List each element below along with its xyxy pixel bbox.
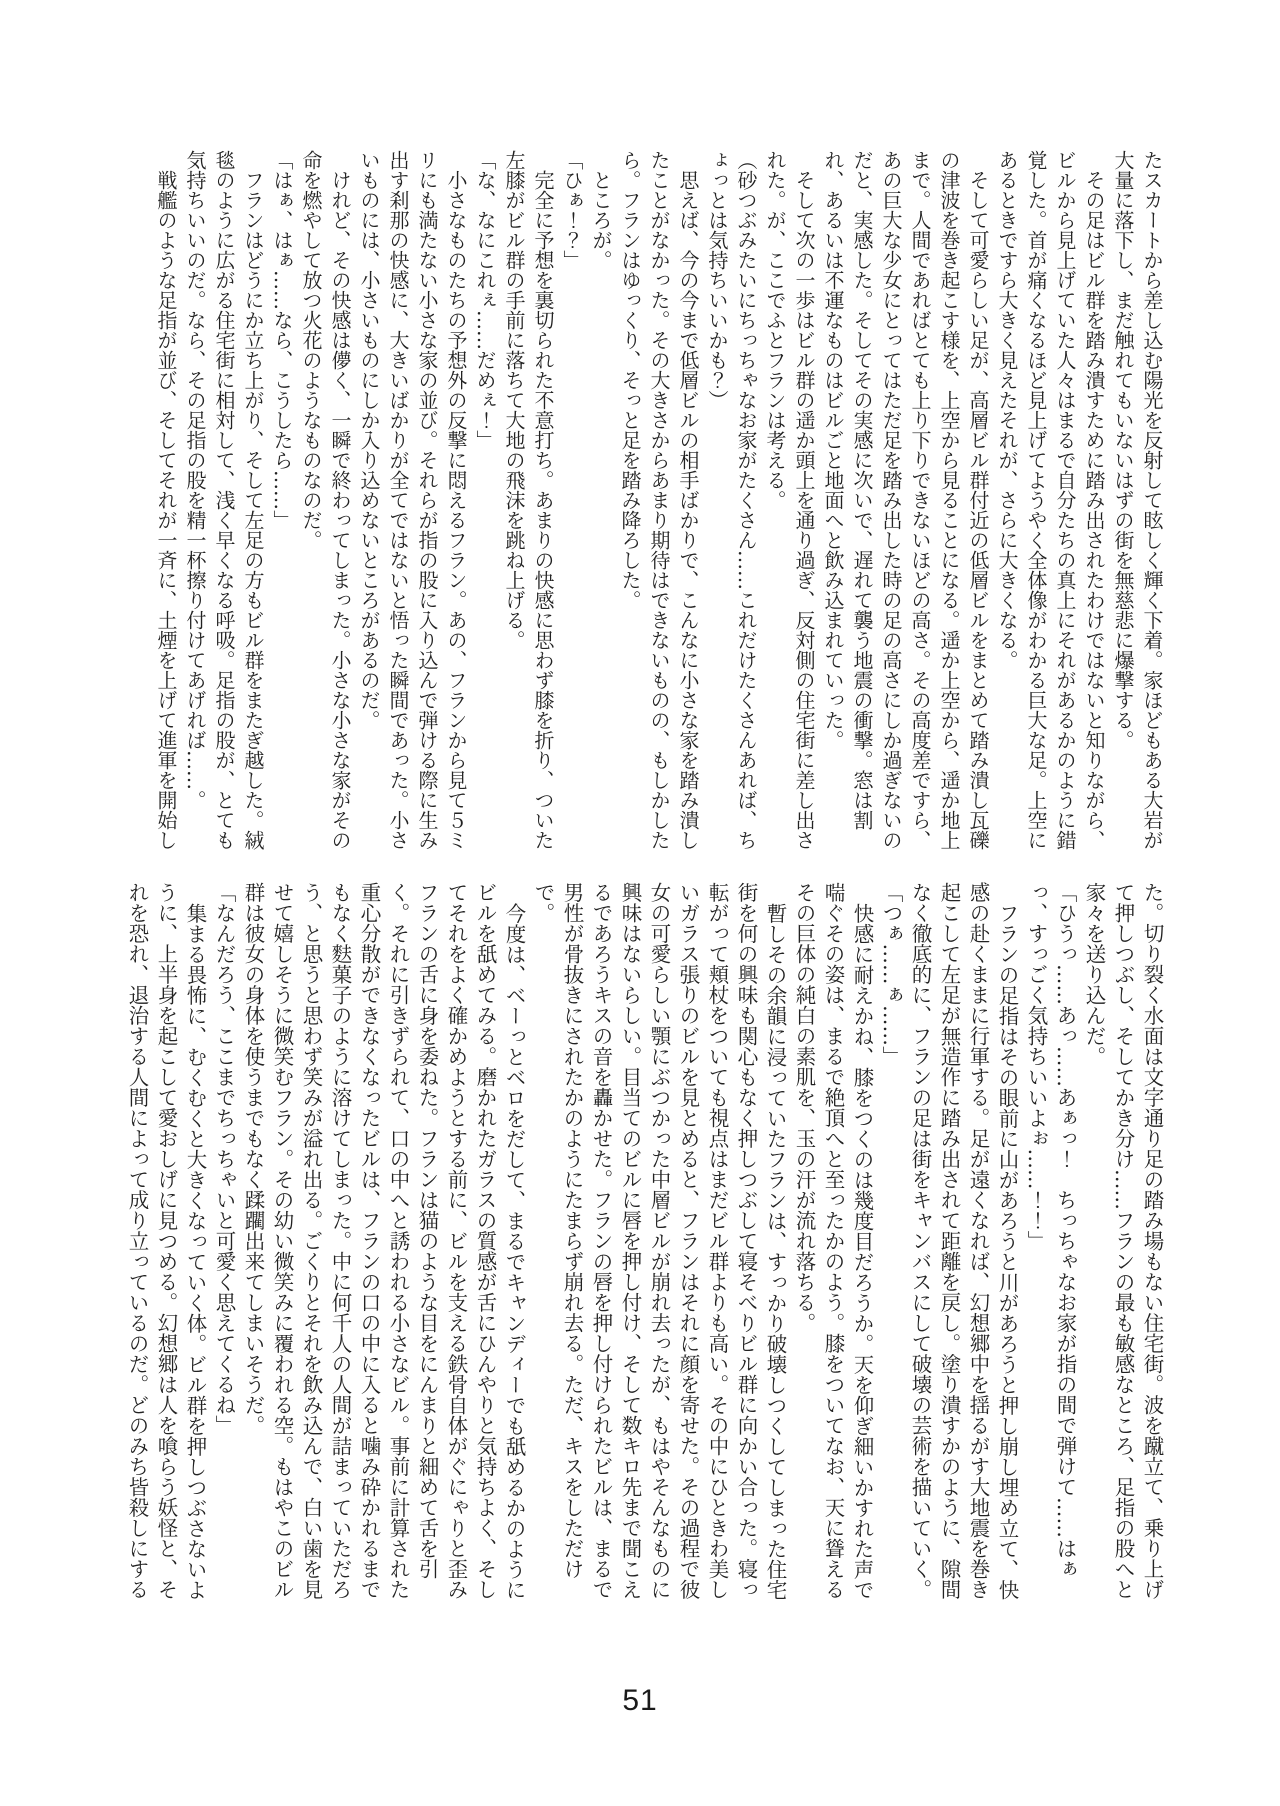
paragraph: そして可愛らしい足が、高層ビル群付近の低層ビルをまとめて踏み潰し瓦礫の津波を巻き起こす様を、上空から見ることになる。遥か上空から、遥か地上まで。人間であればとても上り下りできないほどの高さ。その高度差ですら、あの巨大な少女にとってはただ足を踏み出した時の足の高さにしか過ぎないのだと、実感した。そしてその実感に次いで、遅れて襲う地震の衝撃。窓は割れ、あるいは不運なものはビルごと地面へと飲み込まれていった。 [821,150,990,850]
paragraph: 快感に耐えかね、膝をつくのは幾度目だろうか。天を仰ぎ細いかすれた声で喘ぐその姿は、まるで絶頂へと至ったかのよう。膝をついてなお、天に聳えるその巨体の純白の素肌を、玉の汗が流れ落ちる。 [792,882,874,1600]
paragraph: その足はビル群を踏み潰すために踏み出されたわけではないと知りながら、ビルから見上げていた人々はまるで自分たちの真上にそれがあるかのように錯覚した。首が痛くなるほど見上げてようやく全体像がわかる巨大な足。上空にあるときですら大きく見えたそれが、さらに大きくなる。 [995,150,1106,850]
paragraph: 暫しその余韻に浸っていたフランは、すっかり破壊しつくしてしまった住宅街を何の興味も関心もなく押しつぶして寝そべりビル群に向かい合った。寝っ転がって頬杖をついても視点はまだビル群よりも高い。その中にひときわ美しいガラス張りのビルを見とめると、フランはそれに顔を寄せた。その過程で彼女の可愛らしい顎にぶつかった中層ビルが崩れ去ったが、もはやそんなものに興味はないらしい。目当てのビルに唇を押し付け、そして数キロ先まで聞こえるであろうキスの音を轟かせた。フランの唇を押し付けられたビルは、まるで男性が骨抜きにされたかのようにたまらず崩れ去る。ただ、キスをしただけで。 [531,882,787,1600]
paragraph: 「ひうっ……あっ……あぁっ！ ちっちゃなお家が指の間で弾けて……はぁっ、すっごく気持ちいいよぉ……！！」 [1024,882,1077,1579]
paragraph: 「ひぁ！？」 [560,150,584,270]
paragraph: 思えば、今の今まで低層ビルの相手ばかりで、こんなに小さな家を踏み潰したことがなかった。その大きさからあまり期待はできないものの、もしかしたら。フランはゆっくり、そっと足を踏み降ろした。 [618,150,700,850]
paragraph: 集まる畏怖に、むくむくと大きくなっていく体。ビル群を押しつぶさないように、上半身を起こして愛おしげに見つめる。幻想郷は人を喰らう妖怪と、それを恐れ、退治する人間によって成り立っているのだ。どのみち皆殺しにする [125,882,207,1600]
text-block-top [148,150,1166,862]
paragraph: 今度は、ベーっとベロをだして、まるでキャンディーでも舐めるかのようにビルを舐めてみる。磨かれたガラスの質感が舌にひんやりと気持ちよく、そしてそれをよく確かめようとする前に、ビルを支える鉄骨自体がぐにゃりと歪みフランの舌に身を委ねた。フランは猫のような目をにんまりと細めて舌を引く。それに引きずられて、口の中へと誘われる小さなビル。事前に計算された重心分散ができなくなったビルは、フランの口の中に入ると噛み砕かれるまでもなく麩菓子のように溶けてしまった。中に何千人の人間が詰まっていただろう、と思うと思わず笑みが溢れ出る。ごくりとそれを飲み込んで、白い歯を見せて嬉しそうに微笑むフラン。その幼い微笑みに覆われる空。もはやこのビル群は彼女の身体を使うまでもなく蹂躙出来てしまいそうだ。 [241,882,526,1600]
paragraph: 「つぁ……ぁ……」 [879,882,903,1067]
paragraph: そして次の一歩はビル群の遥か頭上を通り過ぎ、反対側の住宅街に差し出された。が、ここでふとフランは考える。 [763,150,816,850]
paragraph: 「はぁ、はぁ……なら、こうしたら……」 [270,150,294,530]
paragraph: 「なんだろう、ここまでちっちゃいと可愛く思えてくるね」 [212,882,236,1436]
paragraph: 「な、なにこれぇ……だめぇ！」 [473,150,497,450]
paragraph: 完全に予想を裏切られた不意打ち。あまりの快感に思わず膝を折り、ついた左膝がビル群の手前に落ちて大地の飛沫を跳ね上げる。 [502,150,555,850]
paragraph: た。切り裂く水面は文字通り足の踏み場もない住宅街。波を蹴立て、乗り上げて押しつぶし、そしてかき分け……フランの最も敏感なところ、足指の股へと家々を送り込んだ。 [1082,882,1164,1600]
paragraph: 小さなものたちの予想外の反撃に悶えるフラン。あの、フランから見て５ミリにも満たない小さな家の並び。それらが指の股に入り込んで弾ける際に生み出す刹那の快感に、大きいばかりが全てではないと悟った瞬間であった。小さいものには、小さいものにしか入り込めないところがあるのだ。 [357,150,468,850]
paragraph: フランはどうにか立ち上がり、そして左足の方もビル群をまたぎ越した。絨毯のように広がる住宅街に相対して、浅く早くなる呼吸。足指の股が、とても気持ちいいのだ。なら、その足指の股を精一杯擦り付けてあげれば……。 [183,150,265,850]
page-number: 51 [622,1684,658,1717]
paragraph: けれど、その快感は儚く、一瞬で終わってしまった。小さな小さな家がその命を燃やして放つ火花のようなものなのだ。 [299,150,352,850]
paragraph: ところが。 [589,170,613,270]
paragraph: 戦艦のような足指が並び、そしてそれが一斉に、土煙を上げて進軍を開始し [154,170,178,850]
paragraph: （砂つぶみたいにちっちゃなお家がたくさん……これだけたくさんあれば、ちょっとは気持ちいいかも？） [705,150,758,850]
paragraph: たスカートから差し込む陽光を反射して眩しく輝く下着。家ほどもある大岩が大量に落下し、まだ触れてもいないはずの街を無慈悲に爆撃する。 [1111,150,1164,850]
text-block-bottom [125,882,1166,1610]
paragraph: フランの足指はその眼前に山があろうと川があろうと押し崩し埋め立て、快感の赴くままに行軍する。足が遠くなれば、幻想郷中を揺るがす大地震を巻き起こして左足が無造作に踏み出されて距離を戻し。塗り潰すかのように、隙間なく徹底的に、フランの足は街をキャンバスにして破壊の芸術を描いていく。 [908,882,1019,1600]
